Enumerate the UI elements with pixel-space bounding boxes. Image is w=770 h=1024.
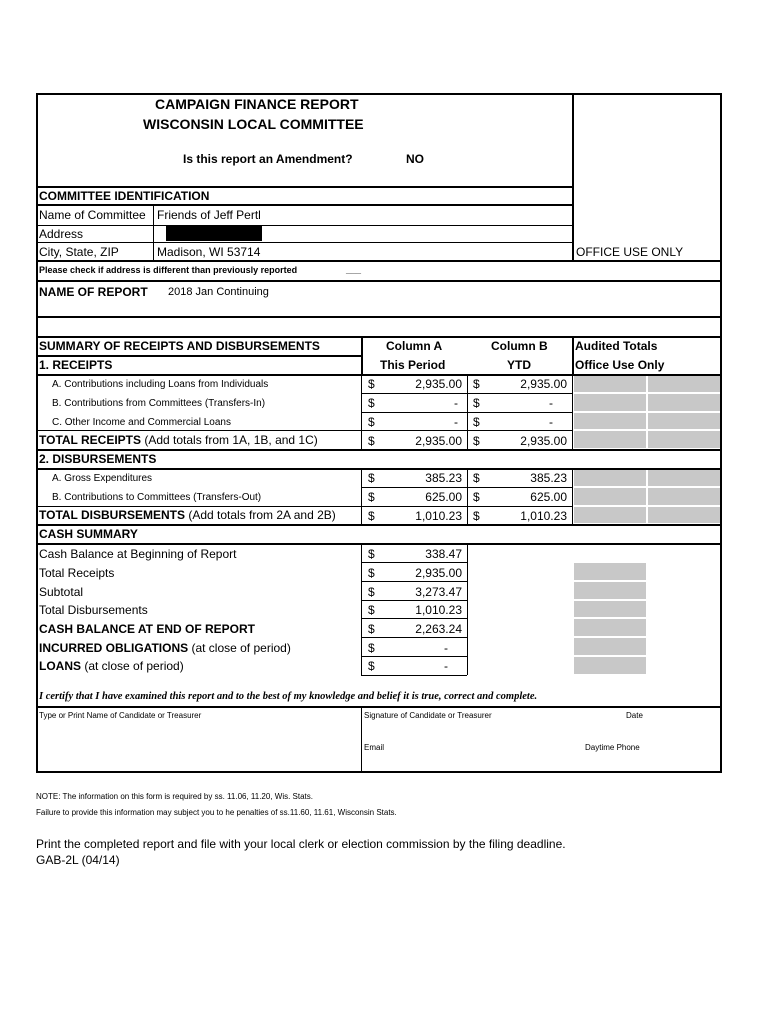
currency-symbol: $ <box>368 509 375 523</box>
amendment-answer[interactable]: NO <box>406 152 424 166</box>
receipts-row-c-label: C. Other Income and Commercial Loans <box>52 417 231 428</box>
currency-symbol: $ <box>368 622 375 636</box>
currency-symbol: $ <box>473 434 480 448</box>
summary-title: SUMMARY OF RECEIPTS AND DISBURSEMENTS <box>39 339 320 353</box>
date-field[interactable]: Date <box>626 711 643 720</box>
column-b-subheader: YTD <box>507 358 531 372</box>
committee-name-field[interactable]: Friends of Jeff Pertl <box>157 208 261 222</box>
currency-symbol: $ <box>368 585 375 599</box>
column-a-subheader: This Period <box>380 358 446 372</box>
receipts-row-b-col-b[interactable]: - <box>549 396 553 410</box>
amendment-question: Is this report an Amendment? <box>183 152 353 166</box>
report-name-label: NAME OF REPORT <box>39 285 148 299</box>
loans-note: (at close of period) <box>81 659 184 673</box>
currency-symbol: $ <box>473 471 480 485</box>
incurred-obligations-value[interactable]: - <box>444 641 448 655</box>
filing-instruction: Print the completed report and file with your local clerk or election commission by the filing deadline. <box>36 837 566 851</box>
cash-end-label: CASH BALANCE AT END OF REPORT <box>39 622 255 636</box>
cash-total-receipts-value[interactable]: 2,935.00 <box>415 566 462 580</box>
loans-value[interactable]: - <box>444 659 448 673</box>
address-change-checkbox[interactable]: ___ <box>346 265 362 275</box>
total-receipts-bold: TOTAL RECEIPTS <box>39 433 142 447</box>
disbursements-row-a-label: A. Gross Expenditures <box>52 473 153 484</box>
receipts-row-b-label: B. Contributions from Committees (Transfers-In) <box>52 398 266 409</box>
disbursements-row-b-col-a[interactable]: 625.00 <box>425 490 462 504</box>
currency-symbol: $ <box>368 471 375 485</box>
loans-bold: LOANS <box>39 659 81 673</box>
currency-symbol: $ <box>368 547 375 561</box>
currency-symbol: $ <box>473 377 480 391</box>
redacted-address-field[interactable] <box>166 226 262 241</box>
city-state-zip-label: City, State, ZIP <box>39 245 119 259</box>
audited-totals-subheader: Office Use Only <box>575 358 665 372</box>
receipts-title: 1. RECEIPTS <box>39 358 113 372</box>
total-disbursements-note: (Add totals from 2A and 2B) <box>185 508 336 522</box>
office-use-only-label: OFFICE USE ONLY <box>576 245 684 259</box>
treasurer-name-field[interactable]: Type or Print Name of Candidate or Treasurer <box>39 711 202 720</box>
total-disbursements-label <box>39 509 336 521</box>
incurred-obligations-note: (at close of period) <box>188 641 291 655</box>
cash-total-disbursements-value[interactable]: 1,010.23 <box>415 603 462 617</box>
currency-symbol: $ <box>368 566 375 580</box>
disbursements-title: 2. DISBURSEMENTS <box>39 452 157 466</box>
audited-totals-header: Audited Totals <box>575 339 658 353</box>
daytime-phone-field[interactable]: Daytime Phone <box>585 743 640 752</box>
disbursements-row-a-col-b[interactable]: 385.23 <box>530 471 567 485</box>
total-disbursements-bold: TOTAL DISBURSEMENTS <box>39 508 186 522</box>
currency-symbol: $ <box>368 490 375 504</box>
address-label: Address <box>39 227 84 241</box>
currency-symbol: $ <box>473 509 480 523</box>
currency-symbol: $ <box>473 396 480 410</box>
form-id: GAB-2L (04/14) <box>36 853 120 867</box>
report-name-field[interactable]: 2018 Jan Continuing <box>168 286 269 298</box>
committee-name-label: Name of Committee <box>39 208 146 222</box>
email-field[interactable]: Email <box>364 743 385 752</box>
column-a-header: Column A <box>386 339 443 353</box>
receipts-row-b-col-a[interactable]: - <box>454 396 458 410</box>
disbursements-row-a-col-a[interactable]: 385.23 <box>425 471 462 485</box>
city-state-zip-field[interactable]: Madison, WI 53714 <box>157 245 261 259</box>
cash-total-receipts-label: Total Receipts <box>39 566 115 580</box>
total-receipts-col-a[interactable]: 2,935.00 <box>415 434 462 448</box>
footer-note-2: Failure to provide this information may subject you to he penalties of ss.11.60, 11.61, Wisconsin Stats. <box>36 808 397 817</box>
receipts-row-c-col-b[interactable]: - <box>549 415 553 429</box>
currency-symbol: $ <box>368 659 375 673</box>
currency-symbol: $ <box>368 377 375 391</box>
committee-section-title: COMMITTEE IDENTIFICATION <box>39 189 210 203</box>
currency-symbol: $ <box>473 490 480 504</box>
cash-summary-title: CASH SUMMARY <box>39 527 138 541</box>
form-title-line1: CAMPAIGN FINANCE REPORT <box>155 96 359 112</box>
receipts-row-c-col-a[interactable]: - <box>454 415 458 429</box>
total-receipts-label <box>39 434 318 446</box>
total-receipts-col-b[interactable]: 2,935.00 <box>520 434 567 448</box>
cash-subtotal-value[interactable]: 3,273.47 <box>415 585 462 599</box>
receipts-row-a-col-a[interactable]: 2,935.00 <box>415 377 462 391</box>
column-b-header: Column B <box>491 339 548 353</box>
disbursements-row-b-label: B. Contributions to Committees (Transfers-Out) <box>52 492 262 503</box>
certification-statement: I certify that I have examined this report and to the best of my knowledge and belief it is true, correct and complete. <box>39 691 538 702</box>
currency-symbol: $ <box>368 396 375 410</box>
form-title-line2: WISCONSIN LOCAL COMMITTEE <box>143 116 364 132</box>
receipts-row-a-col-b[interactable]: 2,935.00 <box>520 377 567 391</box>
receipts-row-a-label: A. Contributions including Loans from Individuals <box>52 379 269 390</box>
cash-total-disbursements-label: Total Disbursements <box>39 603 148 617</box>
cash-beginning-label: Cash Balance at Beginning of Report <box>39 547 237 561</box>
currency-symbol: $ <box>368 434 375 448</box>
incurred-obligations-label <box>39 642 291 654</box>
currency-symbol: $ <box>368 603 375 617</box>
currency-symbol: $ <box>473 415 480 429</box>
total-disbursements-col-a[interactable]: 1,010.23 <box>415 509 462 523</box>
disbursements-row-b-col-b[interactable]: 625.00 <box>530 490 567 504</box>
signature-field[interactable]: Signature of Candidate or Treasurer <box>364 711 492 720</box>
currency-symbol: $ <box>368 415 375 429</box>
cash-subtotal-label: Subtotal <box>39 585 84 599</box>
currency-symbol: $ <box>368 641 375 655</box>
footer-note-1: NOTE: The information on this form is required by ss. 11.06, 11.20, Wis. Stats. <box>36 792 314 801</box>
address-change-note: Please check if address is different than previously reported <box>39 265 298 275</box>
loans-label <box>39 660 184 672</box>
total-receipts-note: (Add totals from 1A, 1B, and 1C) <box>141 433 318 447</box>
cash-end-value[interactable]: 2,263.24 <box>415 622 462 636</box>
incurred-obligations-bold: INCURRED OBLIGATIONS <box>39 641 189 655</box>
total-disbursements-col-b[interactable]: 1,010.23 <box>520 509 567 523</box>
cash-beginning-value[interactable]: 338.47 <box>425 547 462 561</box>
